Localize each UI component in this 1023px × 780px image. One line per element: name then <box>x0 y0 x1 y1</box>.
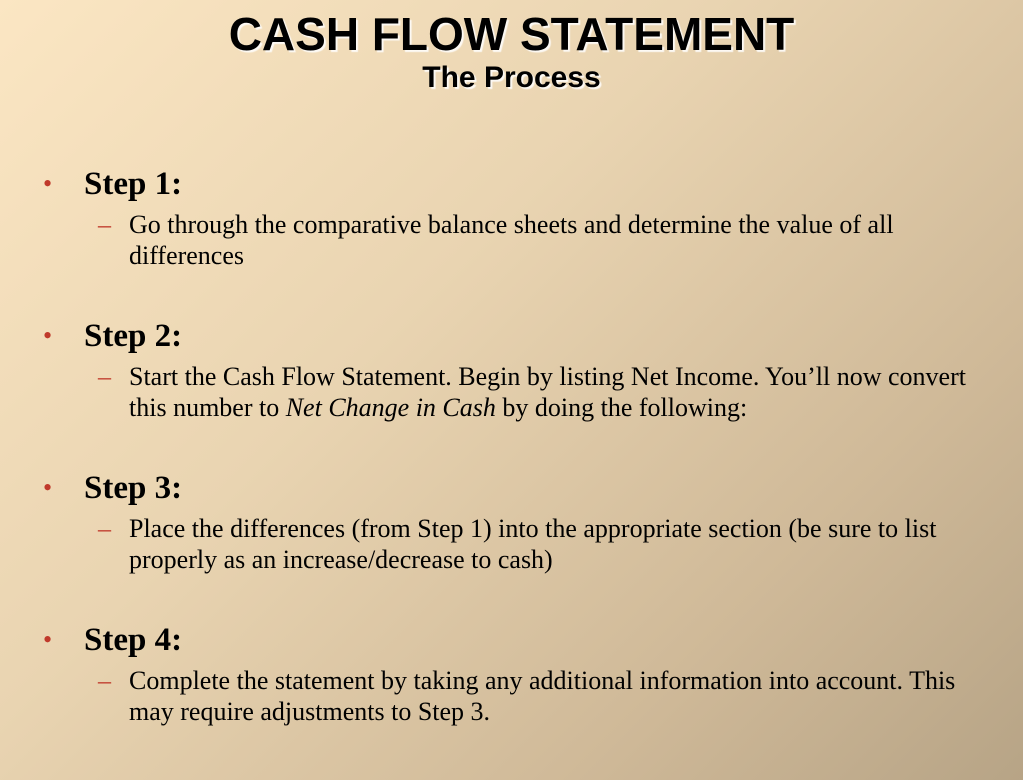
step-detail-text: Place the differences (from Step 1) into the appropriate section (be sure to list properly as an increase/decrease to cash) <box>129 514 937 574</box>
slide-header <box>0 8 1023 96</box>
step-detail-text: Go through the comparative balance sheets and determine the value of all differences <box>129 210 894 270</box>
step-detail-text-end: by doing the following: <box>495 393 748 422</box>
step-heading: Step 2: <box>84 318 183 354</box>
step-detail <box>129 361 989 423</box>
slide-title: CASH FLOW STATEMENT <box>228 8 795 60</box>
step-detail <box>129 513 989 575</box>
step-item-1 <box>0 164 1023 316</box>
steps-list <box>0 164 1023 772</box>
dash-icon: – <box>98 362 111 391</box>
dash-icon: – <box>98 514 111 543</box>
step-heading: Step 3: <box>84 470 183 506</box>
step-heading: Step 1: <box>84 166 183 202</box>
step-detail <box>129 665 989 727</box>
step-item-4 <box>0 620 1023 772</box>
step-detail-text: Start the Cash Flow Statement. Begin by listing Net Income. You’ll now convert this number to <box>129 362 966 422</box>
step-detail-emphasis: Net Change in Cash <box>285 393 496 422</box>
dash-icon: – <box>98 666 111 695</box>
bullet-dot-icon: • <box>43 321 53 350</box>
step-detail <box>129 209 989 271</box>
bullet-dot-icon: • <box>43 169 53 198</box>
step-item-2 <box>0 316 1023 468</box>
slide-subtitle: The Process <box>422 61 601 94</box>
bullet-dot-icon: • <box>43 625 53 654</box>
step-detail-text: Complete the statement by taking any additional information into account. This may require adjustments to Step 3. <box>129 666 956 726</box>
bullet-dot-icon: • <box>43 473 53 502</box>
dash-icon: – <box>98 210 111 239</box>
step-item-3 <box>0 468 1023 620</box>
step-heading: Step 4: <box>84 622 183 658</box>
